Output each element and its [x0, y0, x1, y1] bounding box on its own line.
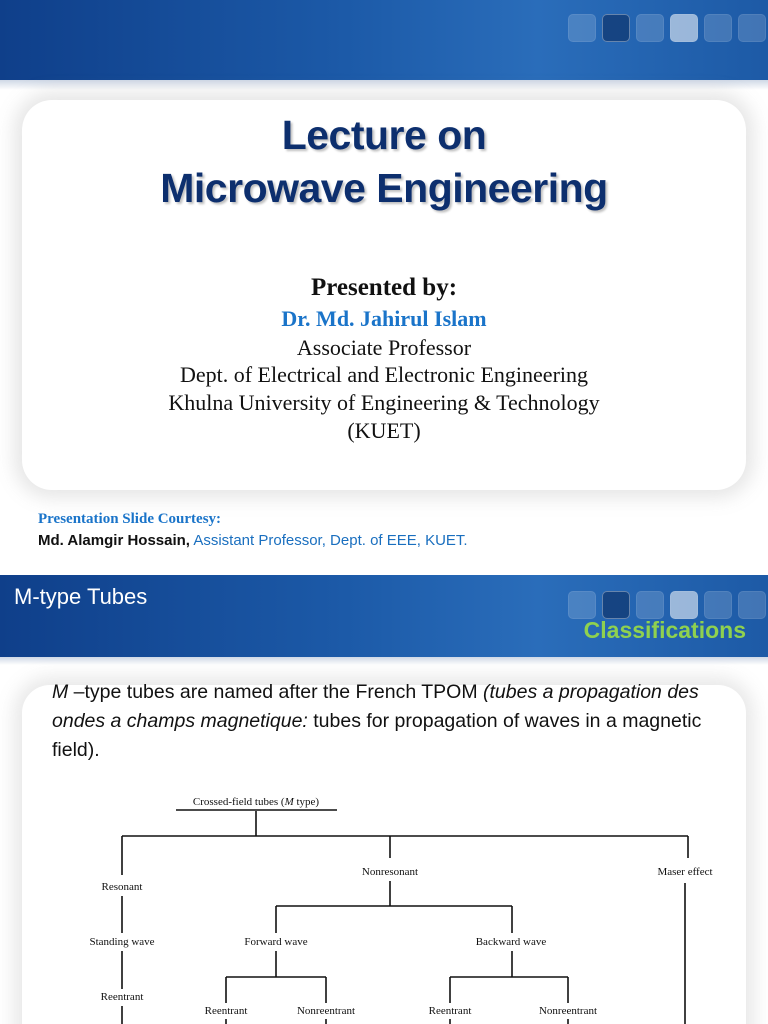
m-letter: M: [52, 681, 69, 703]
banner-stripe: [0, 657, 768, 665]
node-forward-wave: Forward wave: [244, 936, 308, 948]
node-maser-effect: Maser effect: [657, 866, 713, 878]
courtesy-line: [38, 532, 468, 549]
slide-title: M-type Tubes: [14, 584, 148, 609]
node-fw-nonreentrant: Nonreentrant: [296, 1005, 356, 1017]
node-resonant: Resonant: [101, 881, 143, 893]
courtesy-name: Md. Alamgir Hossain,: [38, 532, 190, 549]
department: Dept. of Electrical and Electronic Engineering: [179, 362, 589, 387]
courtesy-role: Assistant Professor, Dept. of EEE, KUET.: [189, 532, 468, 549]
slide-subtitle: Classifications: [583, 617, 746, 643]
intro-paragraph: [52, 678, 742, 765]
presenter-title: Associate Professor: [296, 335, 472, 360]
presenter-name: Dr. Md. Jahirul Islam: [281, 306, 487, 331]
slide-title-line1: Lecture on: [281, 112, 487, 158]
courtesy-label: Presentation Slide Courtesy:: [38, 511, 222, 527]
para-part2: tubes for propagation of waves in a magnetic field).: [52, 710, 702, 761]
university: Khulna University of Engineering & Technology: [168, 390, 600, 415]
classification-diagram: [0, 775, 768, 1024]
decorative-squares: [568, 14, 768, 42]
classification-slide: [0, 575, 768, 1024]
node-backward-wave: Backward wave: [475, 936, 547, 948]
node-fw-reentrant: Reentrant: [204, 1005, 248, 1017]
decorative-squares: [568, 591, 768, 619]
node-bw-nonreentrant: Nonreentrant: [538, 1005, 598, 1017]
node-reentrant-left: Reentrant: [100, 991, 144, 1003]
university-abbr: (KUET): [347, 418, 421, 443]
presented-by-label: Presented by:: [310, 274, 458, 301]
node-root: Crossed-field tubes (M type): [192, 796, 320, 808]
node-nonresonant: Nonresonant: [361, 866, 419, 878]
node-standing-wave: Standing wave: [89, 936, 155, 948]
para-part1: –type tubes are named after the French TPOM: [68, 681, 484, 703]
node-bw-reentrant: Reentrant: [428, 1005, 472, 1017]
slide-title-line2: Microwave Engineering: [160, 165, 608, 211]
para-italic: (tubes a propagation des ondes a champs magnetique:: [52, 681, 699, 732]
banner-stripe: [0, 80, 768, 90]
